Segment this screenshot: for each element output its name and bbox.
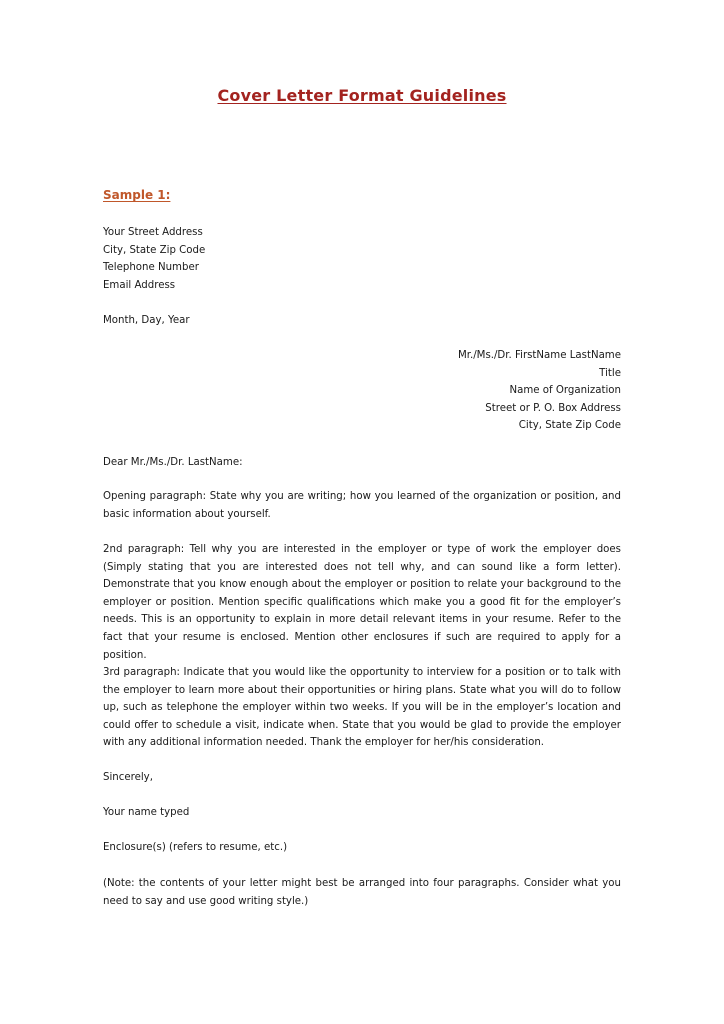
sender-telephone: Telephone Number — [103, 262, 199, 274]
sender-street: Your Street Address — [103, 227, 203, 238]
letter-date: Month, Day, Year — [103, 315, 190, 326]
sender-email: Email Address — [103, 279, 176, 291]
recipient-name: Mr./Ms./Dr. FirstName LastName — [457, 350, 621, 361]
salutation: Dear Mr./Ms./Dr. LastName: — [103, 457, 243, 468]
opening-paragraph: Opening paragraph: State why you are writing; how you learned of the organization or position, and basic information about yourself. — [103, 491, 621, 520]
note-paragraph: (Note: the contents of your letter might best be arranged into four paragraphs. Consider what you need to say and use good writing style.) — [103, 878, 621, 907]
enclosures-line: Enclosure(s) (refers to resume, etc.) — [103, 842, 288, 853]
second-paragraph: 2nd paragraph: Tell why you are interested in the employer or type of work the employer does (Simply stating that you are interested does not tell why, and can sound like a form letter). Demonstrate that you know enough about the employer or position to relate your background to the employer or position. Mention specific qualifications which make you a good fit for the employer’s needs. This is an opportunity to explain in more detail relevant items in your resume. Refer to the fact that your resume is enclosed. Mention other enclosures if such are required to apply for a position. — [103, 544, 621, 661]
sample-heading: Sample 1: — [103, 188, 171, 202]
closing: Sincerely, — [103, 772, 153, 783]
recipient-street: Street or P. O. Box Address — [485, 402, 621, 414]
recipient-organization: Name of Organization — [509, 385, 621, 397]
name-typed: Your name typed — [103, 807, 190, 818]
document-title-text: Cover Letter Format Guidelines — [217, 86, 507, 105]
recipient-city-state-zip: City, State Zip Code — [518, 420, 621, 432]
sender-city-state-zip: City, State Zip Code — [103, 244, 206, 256]
document-title — [0, 86, 724, 105]
third-paragraph: 3rd paragraph: Indicate that you would like the opportunity to interview for a position or to talk with the employer to learn more about their opportunities or hiring plans. State what you will do to follow up, such as telephone the employer within two weeks. If you will be in the employer’s location and could offer to schedule a visit, indicate when. State that you would be glad to provide the employer with any additional information needed. Thank the employer for her/his consideration. — [103, 667, 621, 749]
recipient-address-block — [458, 347, 621, 435]
recipient-title: Title — [599, 367, 621, 379]
sender-address-block — [103, 224, 621, 294]
